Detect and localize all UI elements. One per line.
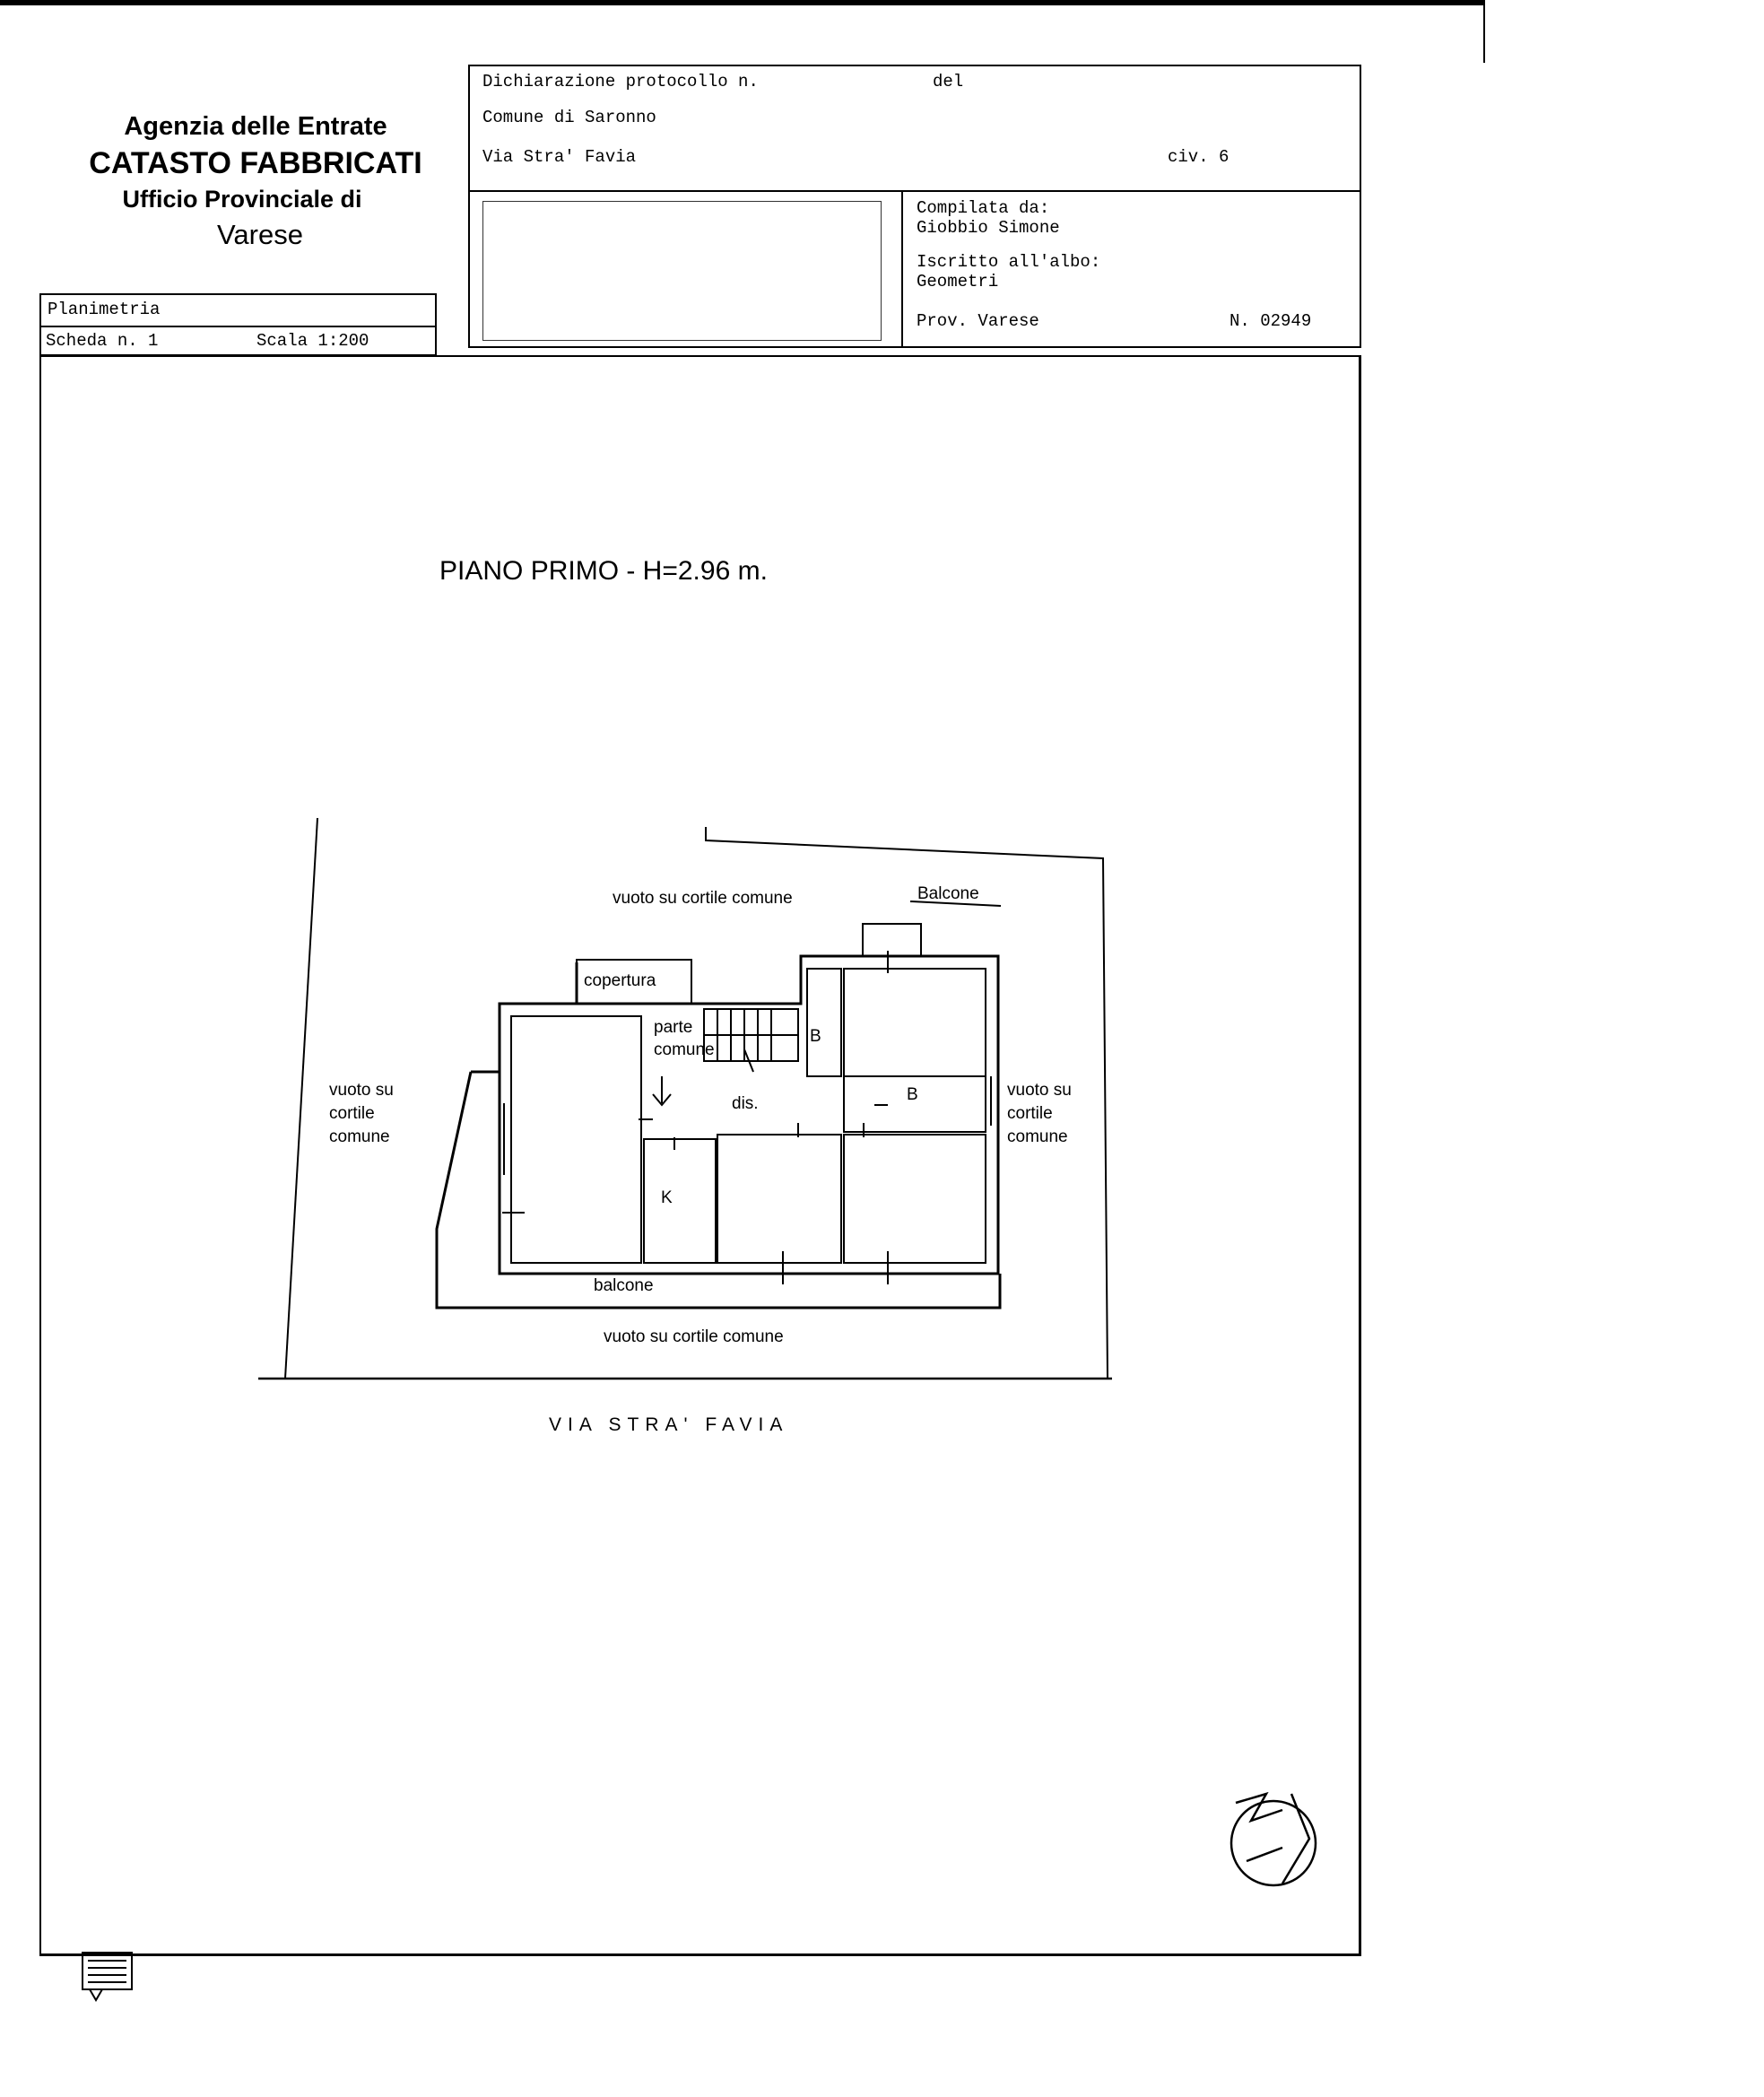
label-balcony-top: Balcone <box>917 884 979 903</box>
civic-number: civ. 6 <box>1168 147 1230 167</box>
label-roof: copertura <box>584 971 656 990</box>
label-top-courtyard: vuoto su cortile comune <box>613 889 793 908</box>
agency-province: Varese <box>217 219 303 250</box>
label-bottom-courtyard: vuoto su cortile comune <box>604 1327 784 1346</box>
province-label: Prov. Varese <box>917 311 1039 331</box>
compiled-by-name: Giobbio Simone <box>917 218 1060 238</box>
label-right-courtyard-2: cortile <box>1007 1104 1053 1123</box>
label-kitchen: K <box>661 1188 673 1207</box>
plan-type-label: Planimetria <box>48 300 161 319</box>
date-label: del <box>933 72 964 91</box>
label-balcony-bottom: balcone <box>594 1276 654 1295</box>
agency-office: Ufficio Provinciale di <box>122 186 362 213</box>
registered-label: Iscritto all'albo: <box>917 252 1101 272</box>
label-right-courtyard-3: comune <box>1007 1127 1068 1146</box>
municipality: Comune di Saronno <box>482 108 656 127</box>
street-address: Via Stra' Favia <box>482 147 637 167</box>
label-left-courtyard-3: comune <box>329 1127 390 1146</box>
scale-label: Scala 1:200 <box>256 331 369 351</box>
label-left-courtyard-1: vuoto su <box>329 1081 394 1100</box>
registration-number: N. 02949 <box>1230 311 1312 331</box>
label-common-part-2: comune <box>654 1040 715 1059</box>
agency-name: Agenzia delle Entrate <box>124 112 387 141</box>
label-bath-2: B <box>907 1085 918 1104</box>
agency-department: CATASTO FABBRICATI <box>89 146 422 180</box>
plan-title: PIANO PRIMO - H=2.96 m. <box>439 556 768 586</box>
label-left-courtyard-2: cortile <box>329 1104 375 1123</box>
label-hall: dis. <box>732 1094 759 1113</box>
registered-value: Geometri <box>917 272 999 291</box>
protocol-label: Dichiarazione protocollo n. <box>482 72 759 91</box>
label-right-courtyard-1: vuoto su <box>1007 1081 1072 1100</box>
label-common-part-1: parte <box>654 1018 693 1037</box>
label-bath-1: B <box>810 1027 821 1046</box>
compiled-by-label: Compilata da: <box>917 198 1050 218</box>
street-name: VIA STRA' FAVIA <box>549 1414 789 1435</box>
sheet-number-label: Scheda n. 1 <box>46 331 159 351</box>
